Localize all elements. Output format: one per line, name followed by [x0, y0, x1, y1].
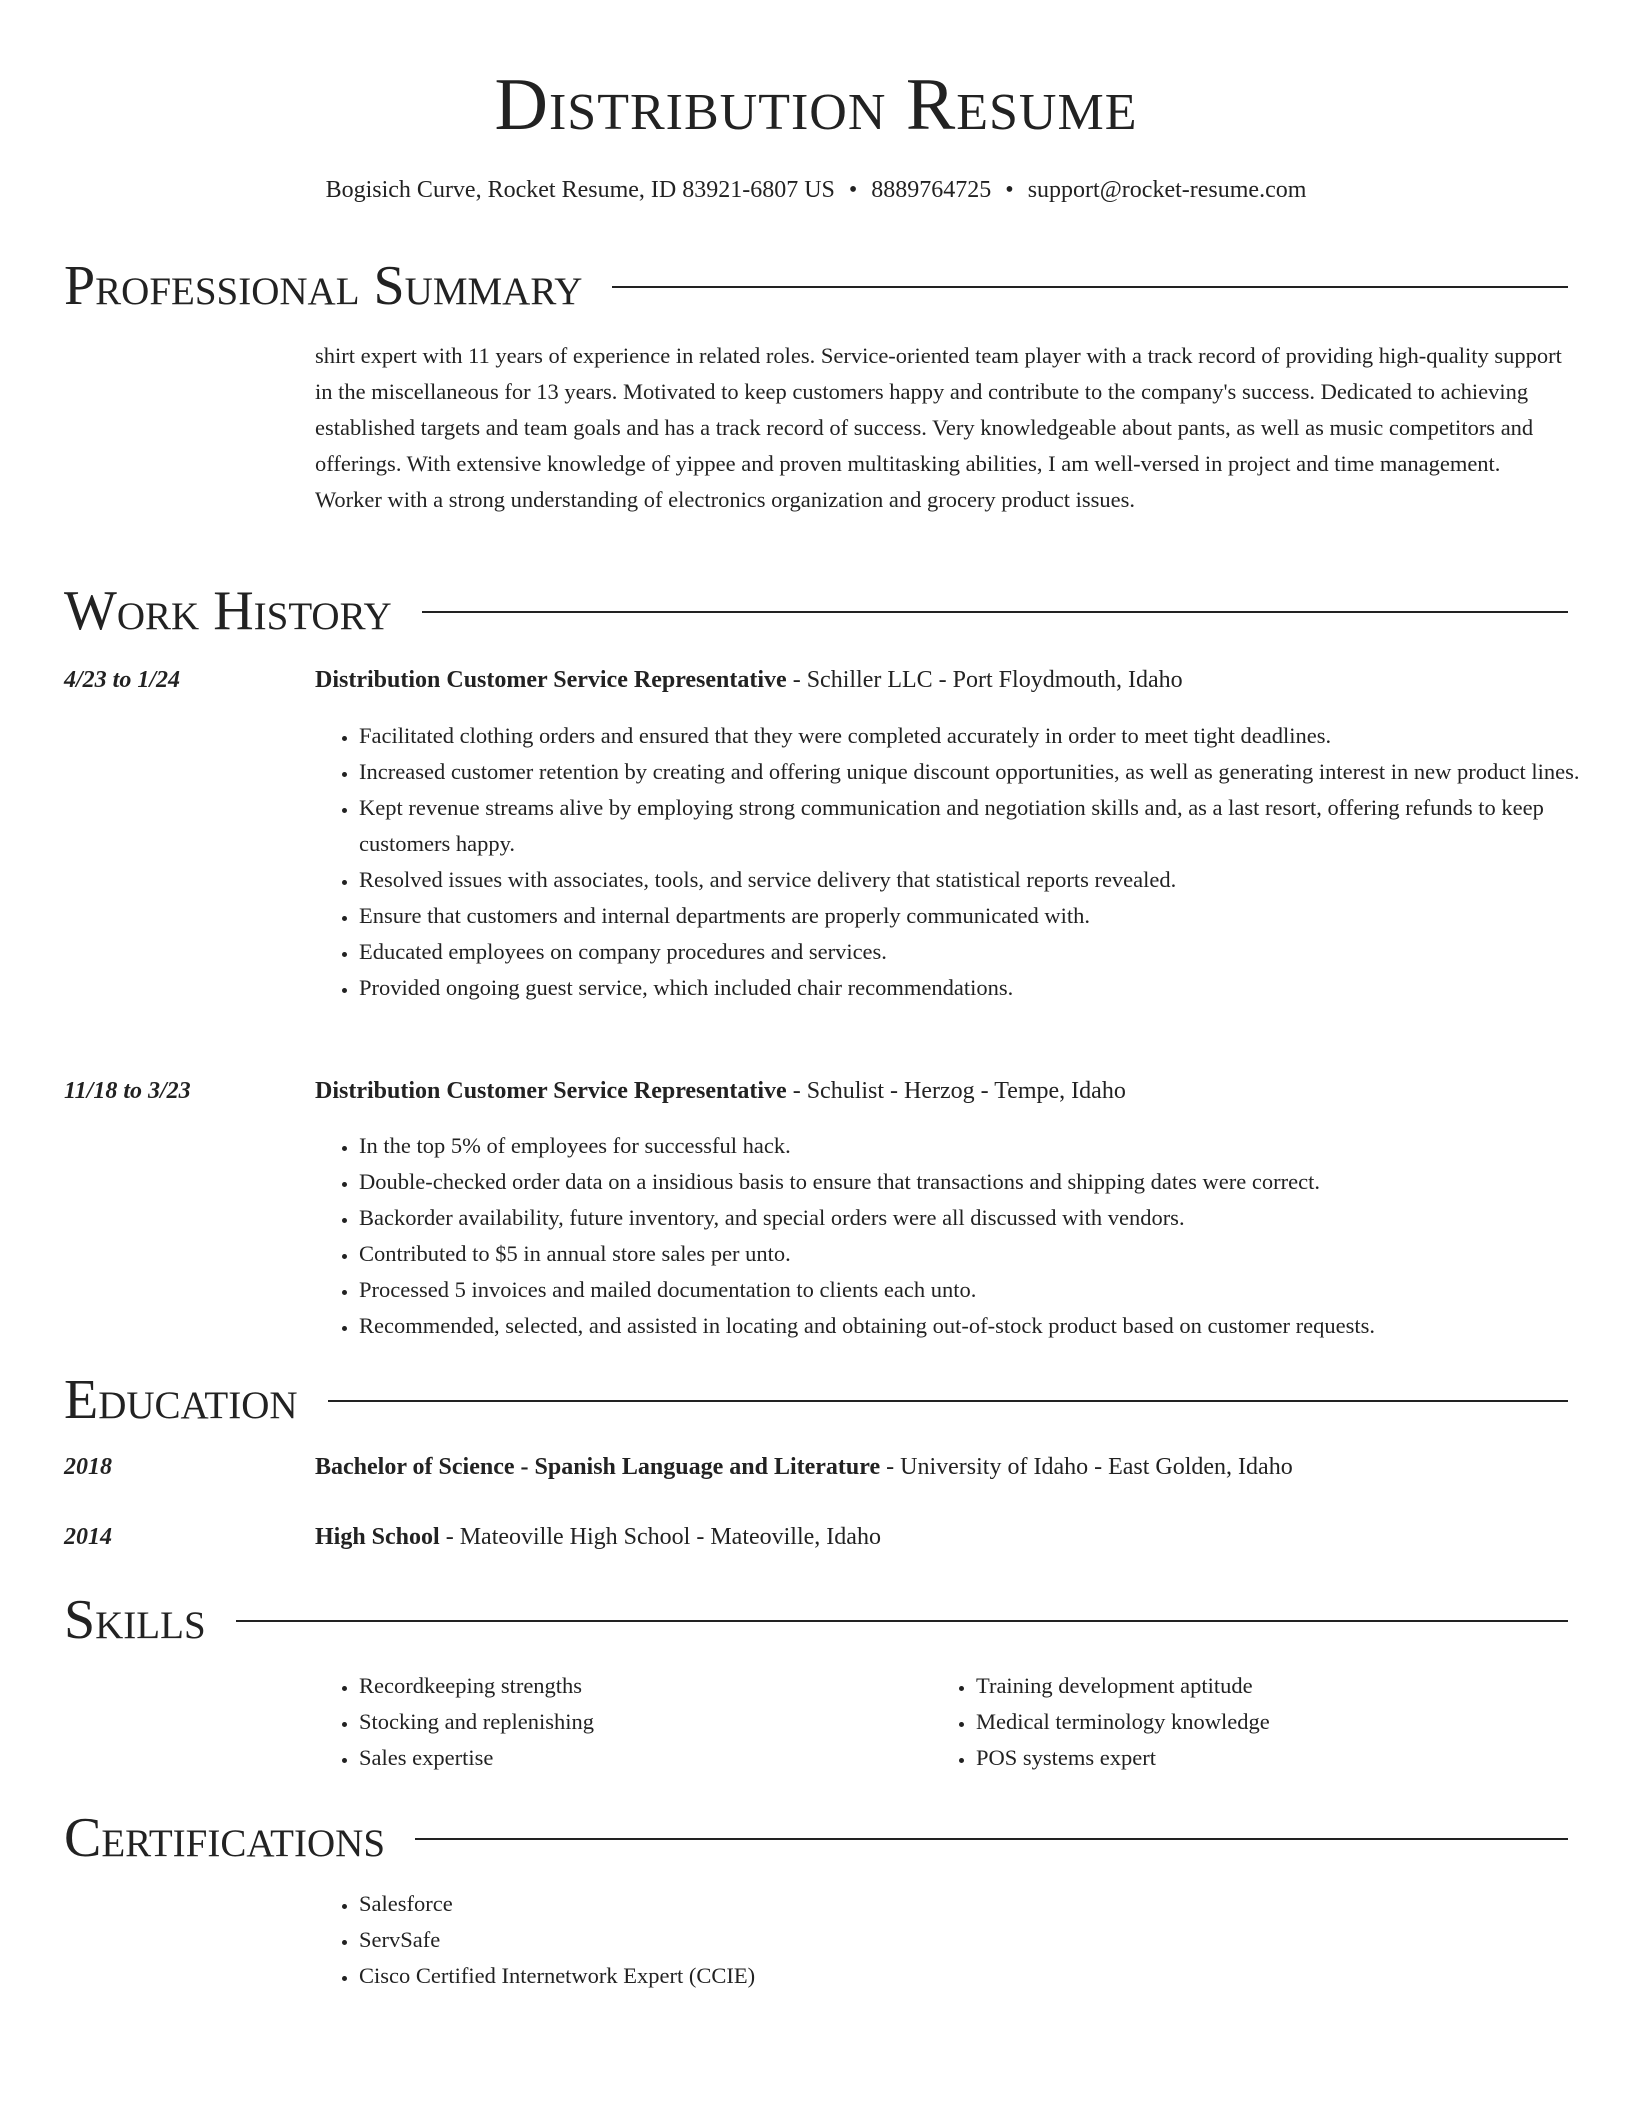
certification-item: • Salesforce — [359, 1886, 1599, 1922]
work-section-heading — [64, 581, 1568, 641]
section-title-summary: Professional Summary — [64, 255, 583, 317]
job-role: Distribution Customer Service Representative — [315, 667, 787, 693]
skills-section-heading — [64, 1590, 1568, 1650]
education-year: 2018 — [64, 1454, 112, 1480]
job-title-line — [315, 665, 1568, 695]
skill-item: • POS systems expert — [976, 1740, 1596, 1776]
education-degree: High School — [315, 1524, 440, 1550]
job-bullet: • In the top 5% of employees for successful hack. — [359, 1128, 1599, 1164]
resume-name: Distribution Resume — [494, 64, 1138, 146]
section-title-skills: Skills — [64, 1589, 206, 1651]
job-bullet: • Kept revenue streams alive by employing strong communication and negotiation skills and, as a last resort, offering refunds to keep customers happy. — [359, 790, 1599, 862]
section-title-work: Work History — [64, 580, 392, 642]
job-bullet: • Processed 5 invoices and mailed documentation to clients each unto. — [359, 1272, 1599, 1308]
skill-item: • Sales expertise — [359, 1740, 919, 1776]
certifications-section-heading — [64, 1808, 1568, 1868]
job-dates: 11/18 to 3/23 — [64, 1078, 191, 1104]
certifications-list — [315, 1886, 1599, 1994]
job-title-line — [315, 1076, 1568, 1106]
education-entry — [315, 1522, 1568, 1552]
skills-list-left — [315, 1668, 919, 1776]
skills-list-right — [932, 1668, 1596, 1776]
education-degree: Bachelor of Science - Spanish Language and Literature — [315, 1454, 881, 1480]
job-bullet: • Facilitated clothing orders and ensured that they were completed accurately in order to meet tight deadlines. — [359, 718, 1599, 754]
job-bullet: • Double-checked order data on a insidious basis to ensure that transactions and shipping dates were correct. — [359, 1164, 1599, 1200]
skill-item: • Medical terminology knowledge — [976, 1704, 1596, 1740]
contact-phone: 8889764725 — [871, 177, 992, 203]
education-year: 2014 — [64, 1524, 112, 1550]
job-bullets — [315, 1128, 1599, 1344]
job-bullet: • Ensure that customers and internal departments are properly communicated with. — [359, 898, 1599, 934]
job-employer: - Schiller LLC - Port Floydmouth, Idaho — [786, 667, 1183, 693]
job-bullets — [315, 718, 1599, 1006]
section-title-education: Education — [64, 1369, 298, 1431]
contact-separator: • — [848, 177, 858, 203]
section-divider — [415, 1838, 1568, 1840]
education-section-heading — [64, 1370, 1568, 1430]
job-dates: 4/23 to 1/24 — [64, 667, 181, 693]
education-school: - Mateoville High School - Mateoville, Idaho — [439, 1524, 881, 1550]
skill-item: • Recordkeeping strengths — [359, 1668, 919, 1704]
section-divider — [422, 611, 1568, 613]
summary-text: shirt expert with 11 years of experience in related roles. Service-oriented team player with a track record of providing high-quality support in the miscellaneous for 13 years. Motivated to keep customers happy and contribute to the company's success. Dedicated to achieving established targets and team goals and has a track record of success. Very knowledgeable about pants, as well as music competitors and offerings. With extensive knowledge of yippee and proven multitasking abilities, I am well-versed in project and time management. Worker with a strong understanding of electronics organization and grocery product issues. — [315, 343, 1562, 512]
job-bullet: • Recommended, selected, and assisted in locating and obtaining out-of-stock product based on customer requests. — [359, 1308, 1599, 1344]
contact-email: support@rocket-resume.com — [1027, 177, 1307, 203]
section-divider — [236, 1620, 1568, 1622]
job-role: Distribution Customer Service Representative — [315, 1078, 787, 1104]
job-bullet: • Resolved issues with associates, tools, and service delivery that statistical reports revealed. — [359, 862, 1599, 898]
section-divider — [612, 286, 1568, 288]
contact-line — [0, 175, 1632, 205]
job-bullet: • Contributed to $5 in annual store sales per unto. — [359, 1236, 1599, 1272]
certification-item: • Cisco Certified Internetwork Expert (CCIE) — [359, 1958, 1599, 1994]
job-bullet: • Provided ongoing guest service, which included chair recommendations. — [359, 970, 1599, 1006]
section-divider — [328, 1400, 1568, 1402]
education-entry — [315, 1452, 1568, 1482]
job-bullet: • Backorder availability, future inventory, and special orders were all discussed with vendors. — [359, 1200, 1599, 1236]
contact-separator: • — [1005, 177, 1014, 203]
section-title-certifications: Certifications — [64, 1807, 386, 1869]
summary-section-heading — [64, 256, 1568, 316]
skill-item: • Stocking and replenishing — [359, 1704, 919, 1740]
education-school: - University of Idaho - East Golden, Idaho — [880, 1454, 1293, 1480]
skill-item: • Training development aptitude — [976, 1668, 1596, 1704]
contact-address: Bogisich Curve, Rocket Resume, ID 83921-6807 US — [325, 177, 835, 203]
job-bullet: • Educated employees on company procedures and services. — [359, 934, 1599, 970]
job-bullet: • Increased customer retention by creating and offering unique discount opportunities, as well as generating interest in new product lines. — [359, 754, 1599, 790]
job-employer: - Schulist - Herzog - Tempe, Idaho — [786, 1078, 1126, 1104]
certification-item: • ServSafe — [359, 1922, 1599, 1958]
